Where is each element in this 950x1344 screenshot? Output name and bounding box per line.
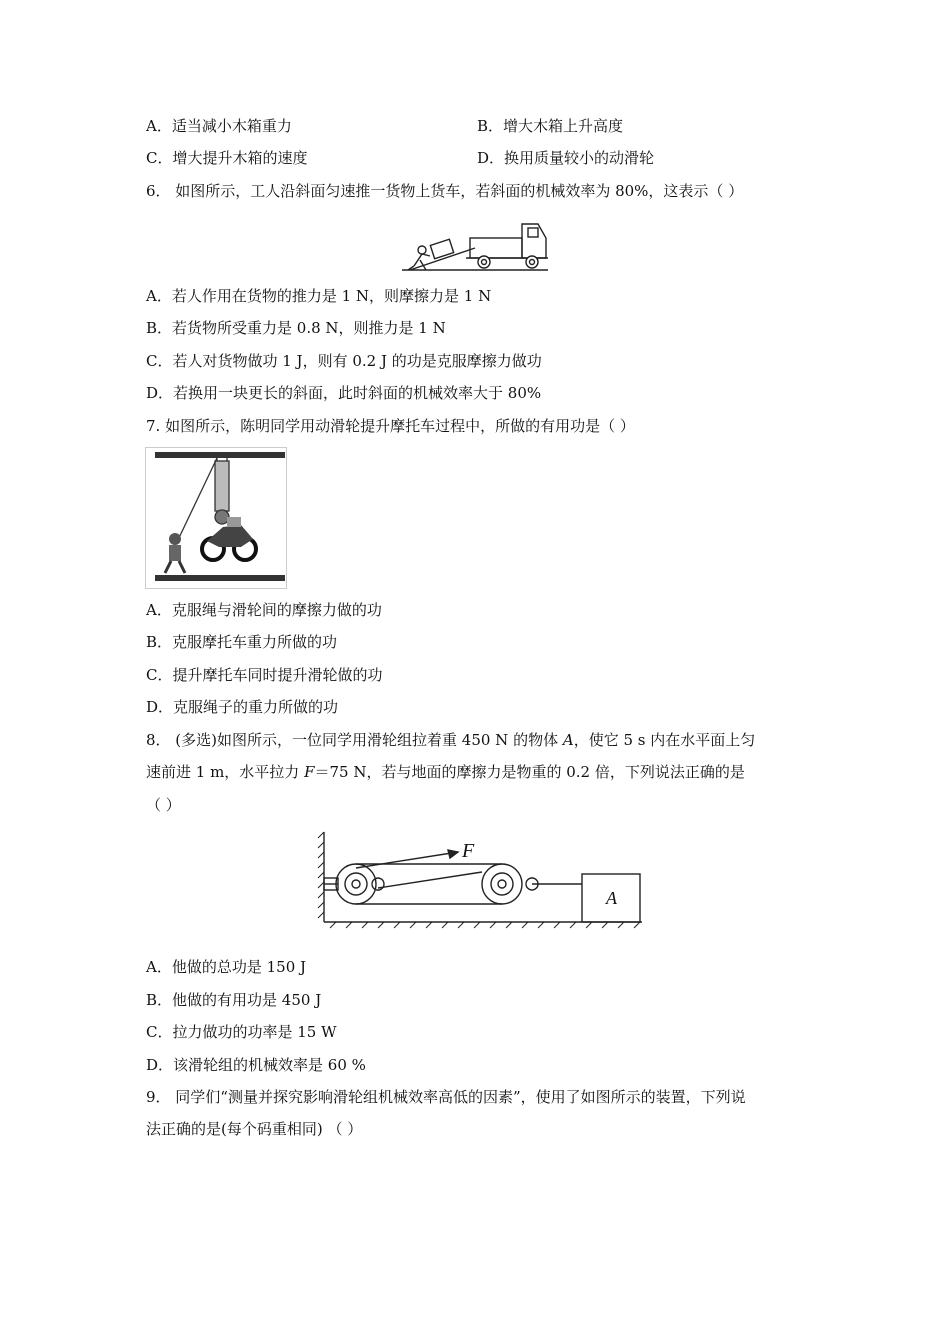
q8-option-a: A．他做的总功是 150 J — [146, 958, 307, 976]
q6-option-d: D．若换用一块更长的斜面，此时斜面的机械效率大于 80% — [146, 384, 542, 402]
rope-middle — [378, 872, 482, 888]
pulley-block-figure — [316, 830, 646, 932]
var-a: A — [562, 731, 574, 749]
q6-option-a: A．若人作用在货物的推力是 1 N，则摩擦力是 1 N — [146, 287, 492, 305]
q7-stem: 7. 如图所示，陈明同学用动滑轮提升摩托车过程中，所做的有用功是（ ） — [146, 417, 635, 435]
moving-pulley — [482, 864, 522, 904]
q7-option-d: D．克服绳子的重力所做的功 — [146, 698, 339, 716]
q5-option-c: C．增大提升木箱的速度 — [146, 149, 308, 167]
q8-stem-line1: 8． (多选)如图所示，一位同学用滑轮组拉着重 450 N 的物体 A，使它 5 s 内在水平面上匀 — [146, 731, 756, 749]
q7-option-a: A．克服绳与滑轮间的摩擦力做的功 — [146, 601, 382, 619]
q8-option-b: B．他做的有用功是 450 J — [146, 991, 322, 1009]
q8-option-d: D．该滑轮组的机械效率是 60 % — [146, 1056, 366, 1074]
q9-stem-line1: 9． 同学们“测量并探究影响滑轮组机械效率高低的因素”，使用了如图所示的装置，下列说 — [146, 1088, 746, 1106]
q5-option-a: A．适当减小木箱重力 — [146, 117, 292, 135]
q7-option-b: B．克服摩托车重力所做的功 — [146, 633, 338, 651]
q5-option-d: D．换用质量较小的动滑轮 — [477, 149, 655, 167]
fixed-pulley — [336, 864, 376, 904]
q8-stem-line3: （ ） — [146, 796, 181, 814]
motorcycle-pulley-figure — [145, 447, 287, 589]
block-label-a: A — [606, 888, 617, 908]
q9-stem-line2: 法正确的是(每个码重相同) （ ） — [146, 1120, 363, 1138]
incline-truck-figure — [400, 212, 550, 274]
force-label-f: F — [462, 840, 475, 862]
q5-option-b: B．增大木箱上升高度 — [477, 117, 624, 135]
q6-stem: 6． 如图所示，工人沿斜面匀速推一货物上货车，若斜面的机械效率为 80%，这表示（ ） — [146, 182, 744, 200]
pull-force-arrow — [356, 852, 458, 868]
truck-figure — [466, 224, 548, 258]
ceiling-beam — [155, 452, 285, 458]
incline-plank — [410, 248, 475, 270]
floor-strip — [155, 575, 285, 581]
truck-wheel-front — [526, 256, 538, 268]
q6-option-b: B．若货物所受重力是 0.8 N，则推力是 1 N — [146, 319, 446, 337]
q7-option-c: C．提升摩托车同时提升滑轮做的功 — [146, 666, 383, 684]
truck-wheel-rear — [478, 256, 490, 268]
pulley-wheel — [215, 510, 229, 524]
q6-option-c: C．若人对货物做功 1 J，则有 0.2 J 的功是克服摩擦力做功 — [146, 352, 542, 370]
var-f: F — [304, 763, 315, 781]
q8-option-c: C．拉力做功的功率是 15 W — [146, 1023, 337, 1041]
q8-stem-line2: 速前进 1 m，水平拉力 F＝75 N，若与地面的摩擦力是物重的 0.2 倍，下列说法正确的是 — [146, 763, 745, 781]
